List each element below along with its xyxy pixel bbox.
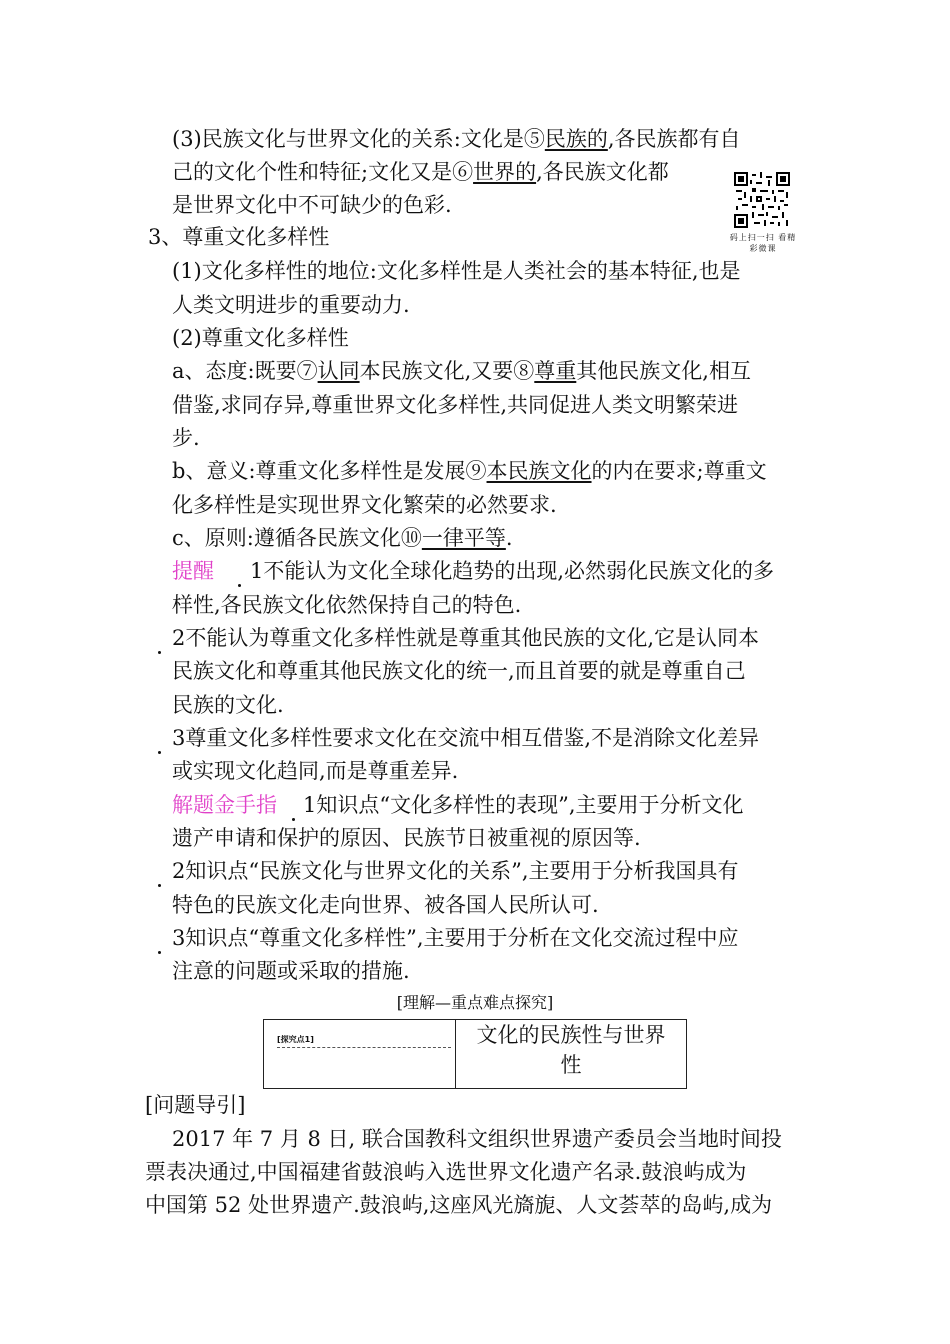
text-line: 2不能认为尊重文化多样性就是尊重其他民族的文化,它是认同本 (172, 626, 760, 650)
bullet-dot (158, 651, 161, 654)
answer-blank: 一律平等 (421, 526, 506, 550)
text-span: ,各民族都有自 (607, 127, 741, 151)
text-span: . (505, 526, 513, 550)
section-heading: 3、尊重文化多样性 (148, 225, 330, 249)
topic-title-line: 文化的民族性与世界 (476, 1023, 666, 1047)
text-span: 其他民族文化,相互 (576, 359, 751, 383)
text-line: 3知识点“尊重文化多样性”,主要用于分析在文化交流过程中应 (172, 926, 739, 950)
text-line: 中国第 52 处世界遗产.鼓浪屿,这座风光旖旎、人文荟萃的岛屿,成为 (145, 1193, 773, 1217)
text-line (172, 523, 513, 553)
text-line: (1)文化多样性的地位:文化多样性是人类社会的基本特征,也是 (172, 259, 741, 283)
qr-caption: 码上扫一扫 看精彩微课 (729, 233, 797, 253)
section-heading: [问题导引] (145, 1093, 246, 1117)
explore-point-label: [探究点1] (277, 1035, 314, 1044)
bullet-dot (158, 884, 161, 887)
text-line: 2知识点“民族文化与世界文化的关系”,主要用于分析我国具有 (172, 859, 739, 883)
text-line: 注意的问题或采取的措施. (172, 959, 410, 983)
text-span: 本民族文化,又要⑧ (359, 359, 535, 383)
text-line (172, 124, 741, 154)
reminder-label: 提醒 (172, 559, 214, 583)
text-line (172, 456, 767, 486)
explore-point-table (263, 1019, 687, 1089)
tip-label: 解题金手指 (172, 793, 277, 817)
topic-title-line: 性 (560, 1053, 582, 1077)
text-line: 2017 年 7 月 8 日, 联合国教科文组织世界遗产委员会当地时间投 (172, 1127, 782, 1151)
text-line: 遗产申请和保护的原因、民族节日被重视的原因等. (172, 826, 641, 850)
answer-blank: 认同 (317, 359, 360, 383)
text-span: ,各民族文化都 (536, 160, 669, 184)
section-title: [理解—重点难点探究] (396, 993, 554, 1012)
answer-blank: 尊重 (534, 359, 577, 383)
text-span: a、态度:既要⑦ (172, 359, 318, 383)
text-line: 3尊重文化多样性要求文化在交流中相互借鉴,不是消除文化差异 (172, 726, 760, 750)
explore-point-cell (264, 1020, 456, 1088)
bullet-dot (238, 584, 241, 587)
topic-cell (456, 1020, 686, 1088)
answer-blank: 本民族文化 (486, 459, 592, 483)
text-line (172, 356, 751, 386)
divider (277, 1047, 451, 1048)
bullet-dot (158, 951, 161, 954)
text-line: 特色的民族文化走向世界、被各国人民所认可. (172, 893, 599, 917)
text-span: c、原则:遵循各民族文化⑩ (172, 526, 422, 550)
bullet-dot (292, 818, 295, 821)
text-span: 己的文化个性和特征;文化又是⑥ (172, 160, 474, 184)
text-line: 人类文明进步的重要动力. (172, 293, 410, 317)
text-line: 借鉴,求同存异,尊重世界文化多样性,共同促进人类文明繁荣进 (172, 393, 739, 417)
text-line: 化多样性是实现世界文化繁荣的必然要求. (172, 493, 557, 517)
bullet-dot (158, 751, 161, 754)
text-line: 或实现文化趋同,而是尊重差异. (172, 759, 459, 783)
text-line: (2)尊重文化多样性 (172, 326, 349, 350)
text-line: 票表决通过,中国福建省鼓浪屿入选世界文化遗产名录.鼓浪屿成为 (145, 1160, 747, 1184)
text-line: 是世界文化中不可缺少的色彩. (172, 193, 452, 217)
qr-code-icon[interactable] (734, 172, 790, 228)
text-span: 的内在要求;尊重文 (591, 459, 767, 483)
answer-blank: 世界的 (473, 160, 537, 184)
text-line: 样性,各民族文化依然保持自己的特色. (172, 593, 522, 617)
text-span: b、意义:尊重文化多样性是发展⑨ (172, 459, 487, 483)
text-line: 1知识点“文化多样性的表现”,主要用于分析文化 (303, 793, 744, 817)
text-line: 1不能认为文化全球化趋势的出现,必然弱化民族文化的多 (250, 559, 775, 583)
text-line: 民族文化和尊重其他民族文化的统一,而且首要的就是尊重自己 (172, 659, 746, 683)
text-span: (3)民族文化与世界文化的关系:文化是⑤ (172, 127, 545, 151)
text-line (172, 157, 669, 187)
answer-blank: 民族的 (544, 127, 608, 151)
text-line: 民族的文化. (172, 693, 284, 717)
text-line: 步. (172, 426, 200, 450)
